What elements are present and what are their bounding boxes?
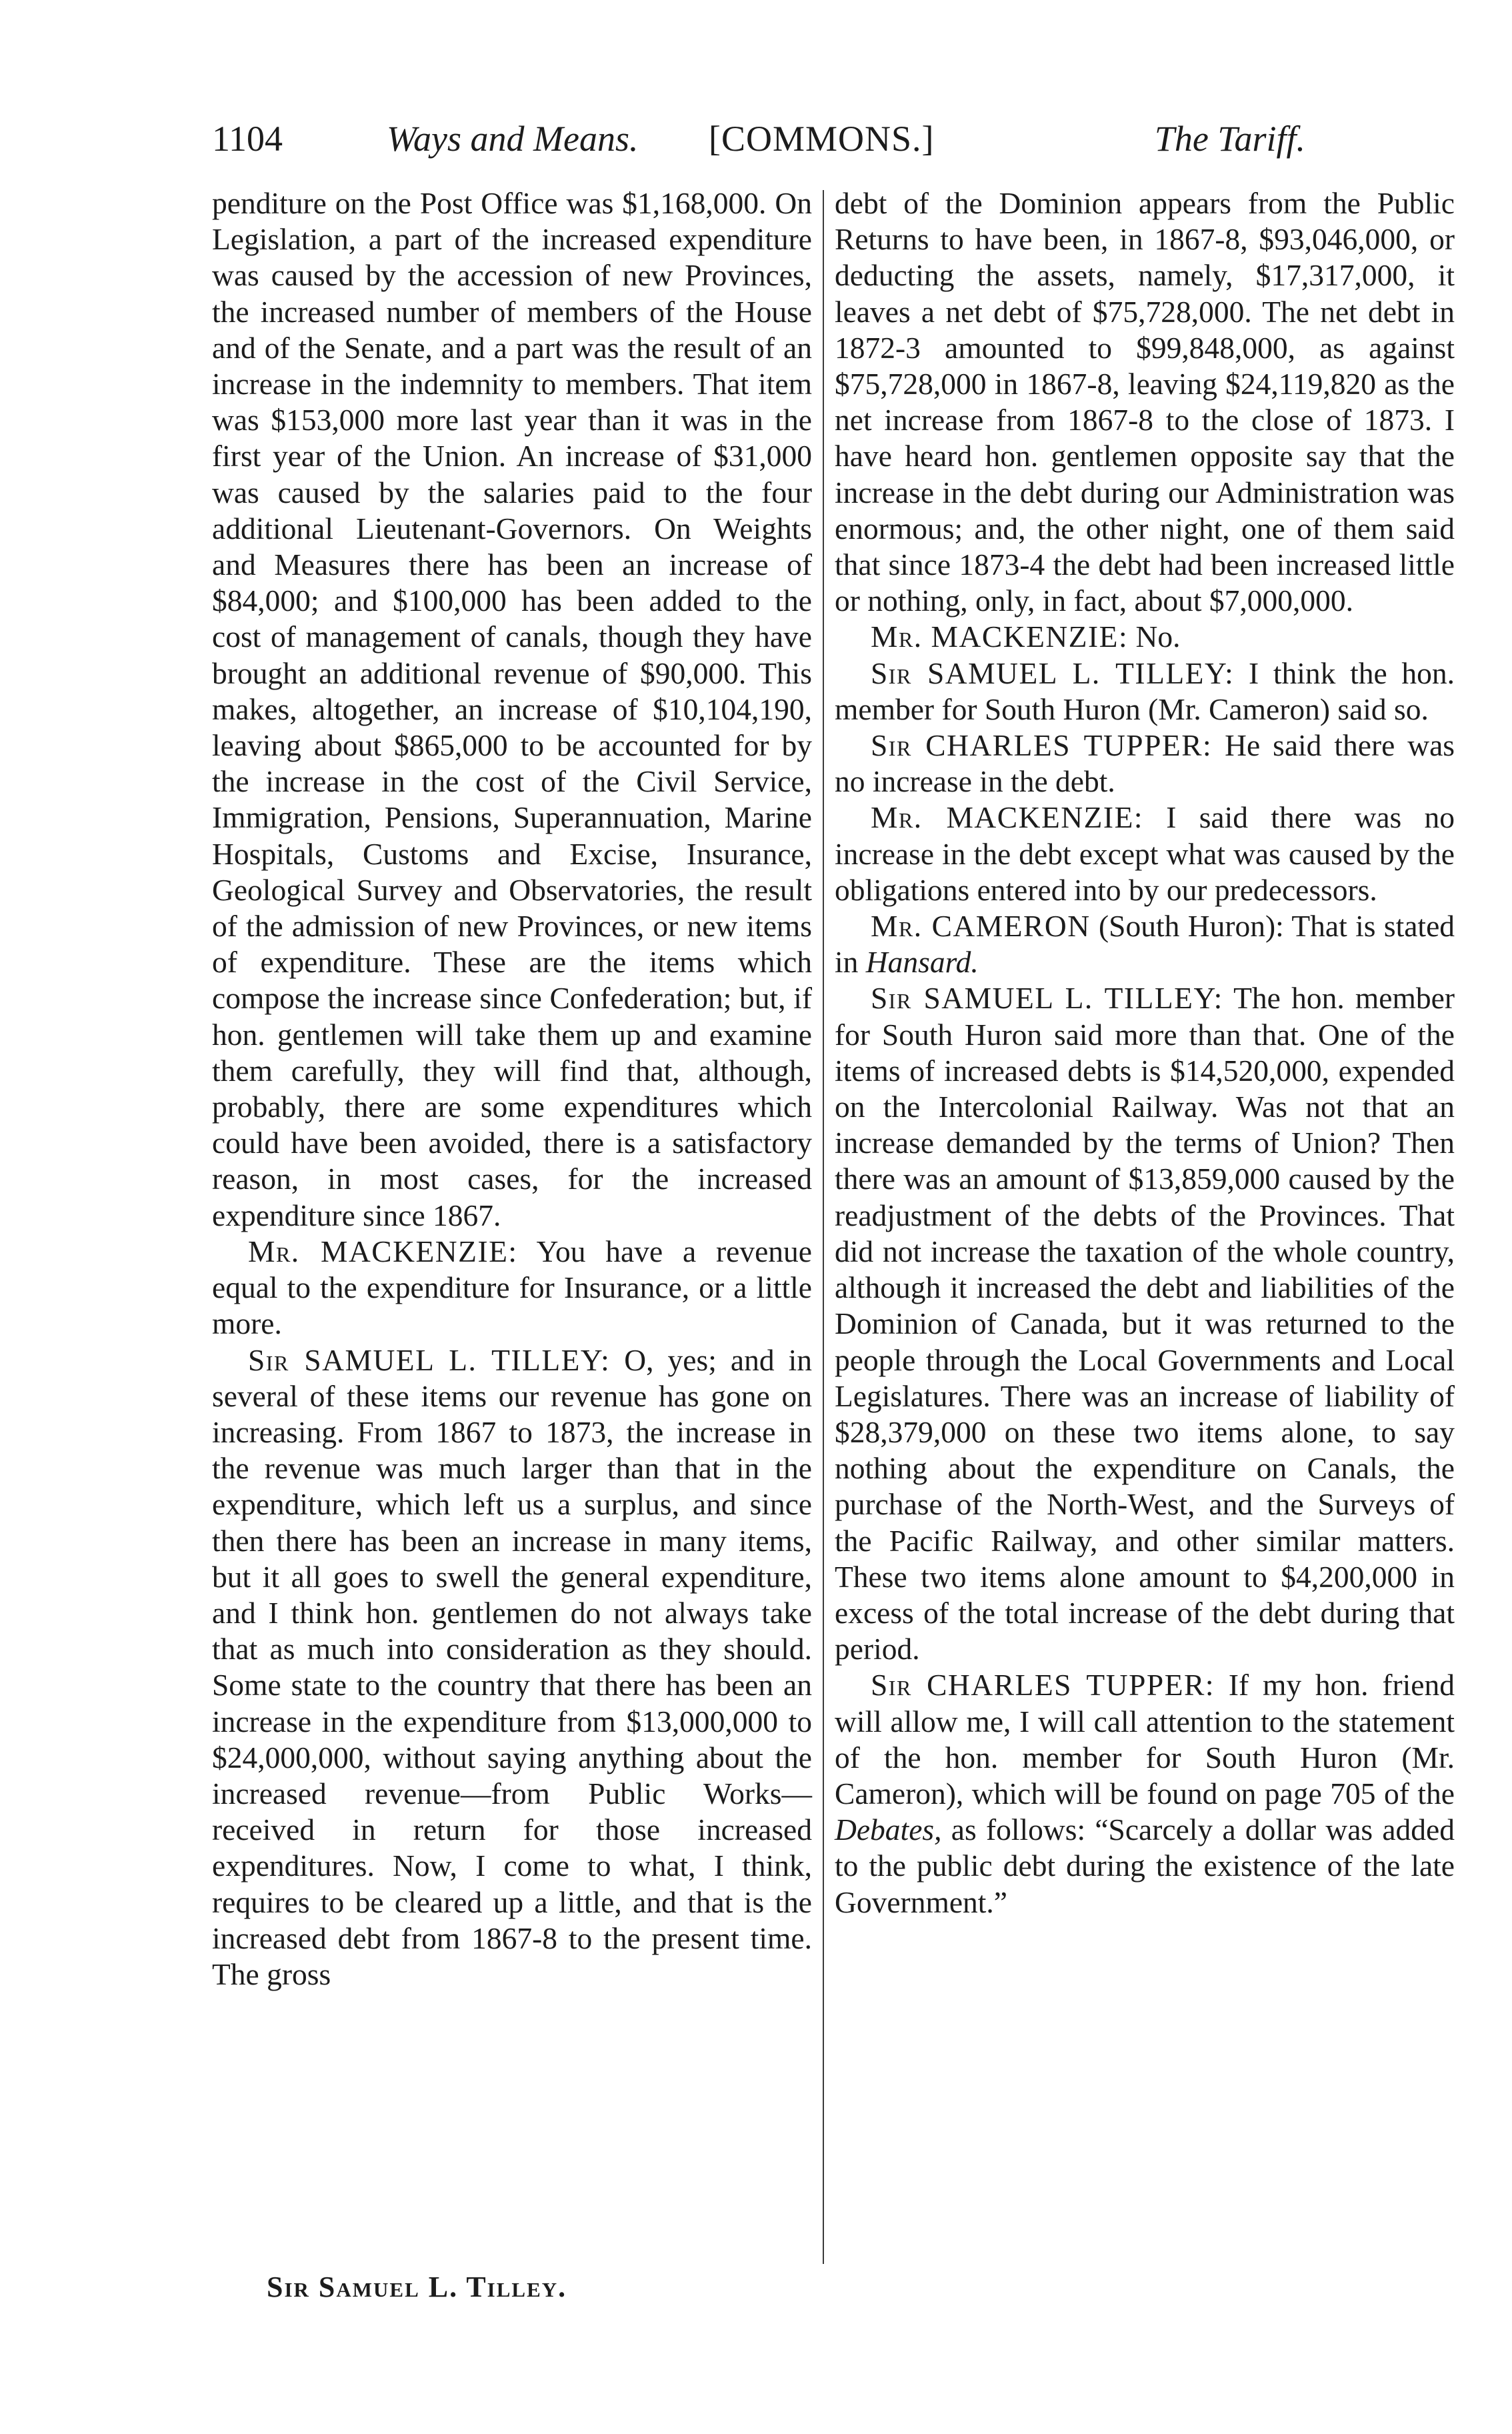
italic-reference: Debates, [835,1812,942,1847]
speaker-name: Sir SAMUEL L. TILLEY: [871,656,1235,690]
paragraph [212,185,812,1234]
chamber-title: [COMMONS.] [709,119,935,159]
column-divider [823,190,824,2264]
paragraph [835,980,1455,1667]
paragraph [835,800,1455,908]
paragraph [835,1667,1455,1920]
paragraph-text: If my hon. friend will allow me, I will call attention to the statement of the hon. member for South Huron (Mr. Cameron), which will be found on page 705 of the [835,1668,1455,1810]
running-header [212,112,1305,165]
speaker-name: Sir CHARLES TUPPER: [871,1668,1215,1702]
catchword: Sir Samuel L. Tilley. [267,2271,567,2303]
speaker-name: Sir CHARLES TUPPER: [871,728,1213,763]
italic-reference: Hansard. [865,945,979,980]
speaker-name: Mr. MACKENZIE: [248,1234,518,1268]
speaker-name: Sir SAMUEL L. TILLEY: [248,1342,611,1377]
paragraph [835,185,1455,619]
paragraph-text: He said there was no increase in the debt. [835,728,1455,799]
paragraph [835,908,1455,980]
paragraph-text: The hon. member for South Huron said more than that. One of the items of increased debts is $14,520,000, expended on the Intercolonial Railway. Was not that an increase demanded by the terms of Union? Then there was an amount of $13,859,000 caused by the readjustment of the debts of the Provinces. That did not increase the taxation of the whole country, although it increased the debt and liabilities of the Dominion of Canada, but it was returned to the people through the Local Governments and Local Legislatures. There was an increase of liability of $28,379,000 on these two items alone, to say nothing about the expenditure on Canals, the purchase of the North-West, and the Surveys of the Pacific Railway, and other similar matters. These two items alone amount to $4,200,000 in excess of the total increase of the debt during that period. [835,981,1455,1666]
paragraph-text: penditure on the Post Office was $1,168,000. On Legislation, a part of the increased expenditure was caused by the accession of new Provinces, the increased number of members of the House and of the Senate, and a part was the result of an increase in the indemnity to members. That item was $153,000 more last year than it was in the first year of the Union. An increase of $31,000 was caused by the salaries paid to the four additional Lieutenant-Governors. On Weights and Measures there has been an increase of $84,000; and $100,000 has been added to the cost of management of canals, though they have brought an additional revenue of $90,000. This makes, altogether, an increase of $10,104,190, leaving about $865,000 to be accounted for by the increase in the cost of the Civil Service, Immigration, Pensions, Superannuation, Marine Hospitals, Customs and Excise, Insurance, Geological Survey and Observatories, the result of the admission of new Provinces, or new items of expenditure. These are the items which compose the increase since Confederation; but, if hon. gentlemen will take them up and examine them carefully, they will find that, although, probably, there are some expenditures which could have been avoided, there is a satisfactory reason, in most cases, for the increased expenditure since 1867. [212,186,812,1232]
paragraph [835,656,1455,728]
paragraph-text: (South Huron): That is stated in [835,909,1455,980]
speaker-name: Mr. MACKENZIE: [871,800,1144,835]
right-column [835,185,1455,1921]
speaker-name: Mr. MACKENZIE: [871,620,1129,654]
paragraph-text: I said there was no increase in the debt except what was caused by the obligations entered into by our predecessors. [835,800,1455,907]
paragraph [212,1234,812,1342]
paragraph [835,619,1455,655]
page-number: 1104 [212,119,283,159]
paragraph-text: No. [1135,620,1181,654]
paragraph-text: I think the hon. member for South Huron (Mr. Cameron) said so. [835,656,1455,726]
speaker-name: Mr. CAMERON [871,909,1091,944]
speaker-name: Sir SAMUEL L. TILLEY: [871,981,1223,1016]
section-title: Ways and Means. [387,119,639,159]
paragraph-text: O, yes; and in several of these items our revenue has gone on increasing. From 1867 to 1873, the increase in the revenue was much larger than that in the expenditure, which left us a surplus, and since then there has been an increase in many items, but it all goes to swell the general expenditure, and I think hon. gentlemen do not always take that as much into consideration as they should. Some state to the country that there has been an increase in the expenditure from $13,000,000 to $24,000,000, without saying anything about the increased revenue—from Public Works—received in return for those increased expenditures. Now, I come to what, I think, requires to be cleared up a little, and that is the increased debt from 1867-8 to the present time. The gross [212,1342,812,1991]
paragraph-text: debt of the Dominion appears from the Public Returns to have been, in 1867-8, $93,046,000, or deducting the assets, namely, $17,317,000, it leaves a net debt of $75,728,000. The net debt in 1872-3 amounted to $99,848,000, as against $75,728,000 in 1867-8, leaving $24,119,820 as the net increase from 1867-8 to the close of 1873. I have heard hon. gentlemen opposite say that the increase in the debt during our Administration was enormous; and, the other night, one of them said that since 1873-4 the debt had been increased little or nothing, only, in fact, about $7,000,000. [835,186,1455,618]
paragraph-text: You have a revenue equal to the expenditure for Insurance, or a little more. [212,1234,812,1341]
left-column [212,185,812,1993]
paragraph [835,728,1455,800]
paragraph [212,1342,812,1993]
paragraph-text: as follows: “Scarcely a dollar was added to the public debt during the existence of the late Government.” [835,1812,1455,1919]
topic-title: The Tariff. [1154,119,1305,159]
